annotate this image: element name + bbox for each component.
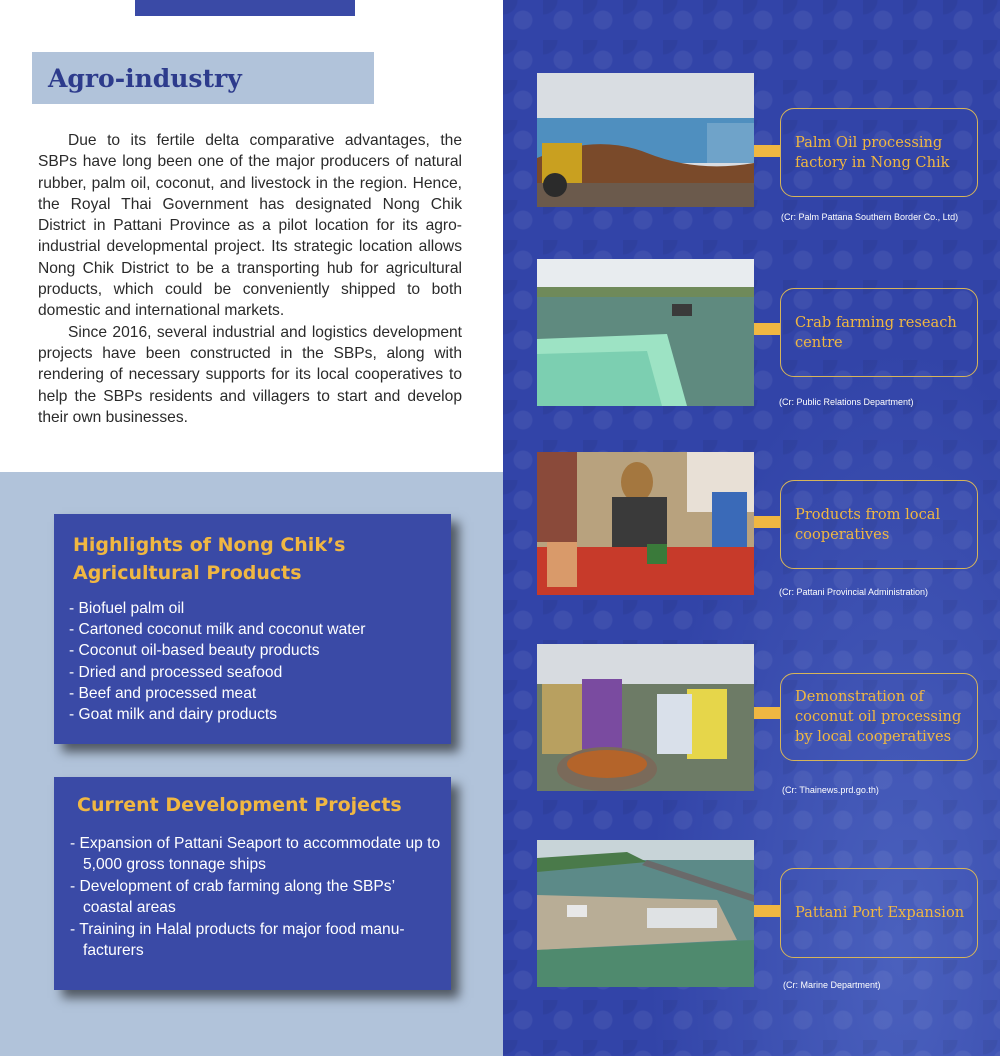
list-item: - Beef and processed meat [69,684,257,702]
port-expansion-photo [537,840,754,987]
list-item: - Coconut oil-based beauty products [69,642,320,660]
photo-caption: Demonstration of coconut oil processing by local cooperatives [795,688,962,745]
top-accent-bar [135,0,355,16]
photo-caption: Crab farming reseach centre [795,313,957,351]
intro-paragraph: Due to its fertile delta comparative advantages, the SBPs have long been one of the major producers of natural rubber, palm oil, coconut, and livestock in the region. Hence, the Royal Thai Government has designated Nong Chik District in Pattani Province as a pilot location for its agro-industrial developmental project. Its strategic location allows Nong Chik District to be a transporting hub for agricultural products, which could be conveniently shipped to both domestic and international markets. [38,132,462,320]
connector [754,905,780,917]
photo-credit: (Cr: Public Relations Department) [779,397,914,407]
highlights-title: Highlights of Nong Chik’s Agricultural Products [73,534,346,584]
projects-list [70,833,442,961]
photo-caption: Palm Oil processing factory in Nong Chik [795,133,950,171]
list-item: - Goat milk and dairy products [69,706,278,724]
photo-credit: (Cr: Thainews.prd.go.th) [782,785,879,795]
section-title-box [32,52,374,104]
connector [754,145,780,157]
cooperative-products-photo [537,452,754,595]
caption-box [780,108,978,197]
crab-farm-photo [537,259,754,406]
intro-text [38,130,462,428]
list-item: - Biofuel palm oil [69,600,185,617]
caption-box [780,288,978,377]
highlights-list [69,598,449,725]
photo-credit: (Cr: Marine Department) [783,980,881,990]
photo-caption: Pattani Port Expansion [795,904,965,921]
list-item: - Cartoned coconut milk and coconut water [69,621,366,639]
list-item: - Development of crab farming along the SBPs’ coastal areas [70,877,395,917]
palm-oil-factory-photo [537,73,754,207]
list-item: - Expansion of Pattani Seaport to accommodate up to 5,000 gross tonnage ships [70,835,441,874]
connector [754,323,780,335]
photo-caption: Products from local cooperatives [795,505,941,543]
list-item: - Training in Halal products for major food manu-facturers [70,920,405,960]
coconut-oil-demo-photo [537,644,754,791]
caption-box [780,480,978,569]
list-item: - Dried and processed seafood [69,663,283,681]
page-title: Agro-industry [48,64,242,93]
caption-box [780,673,978,761]
photo-credit: (Cr: Pattani Provincial Administration) [779,587,929,597]
projects-title: Current Development Projects [77,794,402,816]
connector [754,707,780,719]
intro-paragraph: Since 2016, several industrial and logistics development projects have been constructed in the SBPs, along with rendering of necessary supports for its local cooperatives to help the SBPs residents and villagers to start and develop their own businesses. [38,323,462,426]
connector [754,516,780,528]
caption-box [780,868,978,958]
photo-credit: (Cr: Palm Pattana Southern Border Co., Ltd) [781,212,959,222]
